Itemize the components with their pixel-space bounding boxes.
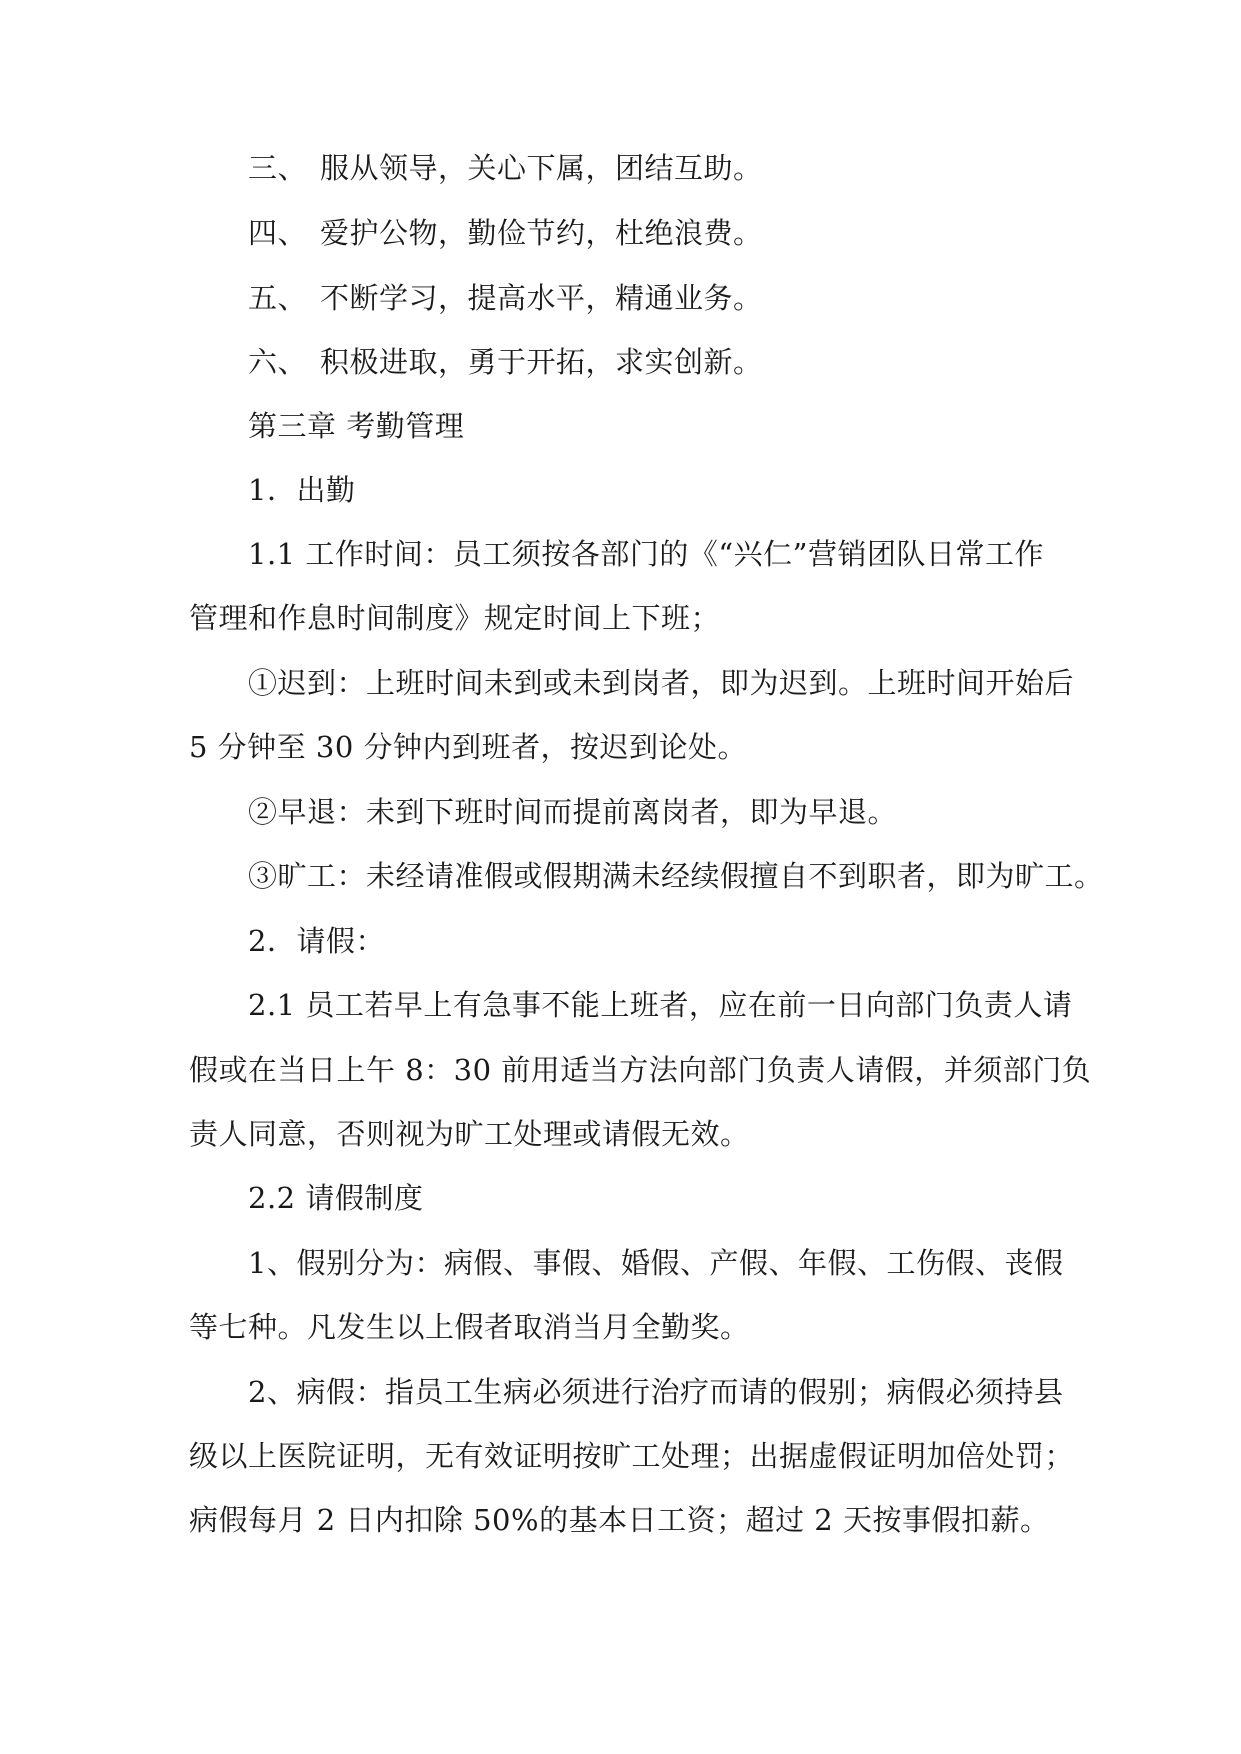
principle-text: 不断学习，提高水平，精通业务。	[320, 281, 763, 315]
paragraph-late-line1: ①迟到：上班时间未到或未到岗者，即为迟到。上班时间开始后	[248, 666, 1075, 700]
principle-number: 六、	[248, 345, 308, 379]
paragraph-leave-request-line1: 2.1 员工若早上有急事不能上班者，应在前一日向部门负责人请	[248, 988, 1073, 1022]
paragraph-leave-request-line3: 责人同意，否则视为旷工处理或请假无效。	[189, 1117, 750, 1151]
principle-text: 爱护公物，勤俭节约，杜绝浪费。	[320, 216, 763, 250]
principle-item	[248, 148, 763, 188]
principle-item	[248, 213, 763, 253]
chapter-title: 第三章 考勤管理	[248, 409, 465, 443]
paragraph-work-hours-line2: 管理和作息时间制度》规定时间上下班；	[189, 601, 721, 635]
section-heading-attendance: 1．出勤	[248, 473, 356, 507]
paragraph-early-leave: ②早退：未到下班时间而提前离岗者，即为早退。	[248, 795, 898, 829]
principle-number: 五、	[248, 281, 308, 315]
principle-text: 积极进取，勇于开拓，求实创新。	[320, 345, 763, 379]
paragraph-sick-leave-line2: 级以上医院证明，无有效证明按旷工处理；出据虚假证明加倍处罚；	[189, 1439, 1075, 1473]
paragraph-leave-request-line2: 假或在当日上午 8：30 前用适当方法向部门负责人请假，并须部门负	[189, 1053, 1092, 1087]
paragraph-sick-leave-line3: 病假每月 2 日内扣除 50%的基本日工资；超过 2 天按事假扣薪。	[189, 1503, 1050, 1537]
paragraph-late-line2: 5 分钟至 30 分钟内到班者，按迟到论处。	[189, 730, 748, 764]
paragraph-leave-types-line2: 等七种。凡发生以上假者取消当月全勤奖。	[189, 1310, 750, 1344]
paragraph-work-hours-line1: 1.1 工作时间：员工须按各部门的《“兴仁”营销团队日常工作	[248, 537, 1044, 571]
principle-item	[248, 278, 763, 318]
paragraph-sick-leave-line1: 2、病假：指员工生病必须进行治疗而请的假别；病假必须持县	[248, 1375, 1064, 1409]
principle-number: 四、	[248, 216, 308, 250]
section-heading-leave: 2．请假：	[248, 924, 385, 958]
section-heading-leave-policy: 2.2 请假制度	[248, 1181, 424, 1215]
principle-text: 服从领导，关心下属，团结互助。	[320, 151, 763, 185]
principle-item	[248, 342, 763, 382]
paragraph-absenteeism: ③旷工：未经请准假或假期满未经续假擅自不到职者，即为旷工。	[248, 859, 1104, 893]
principle-number: 三、	[248, 151, 308, 185]
paragraph-leave-types-line1: 1、假别分为：病假、事假、婚假、产假、年假、工伤假、丧假	[248, 1246, 1064, 1280]
